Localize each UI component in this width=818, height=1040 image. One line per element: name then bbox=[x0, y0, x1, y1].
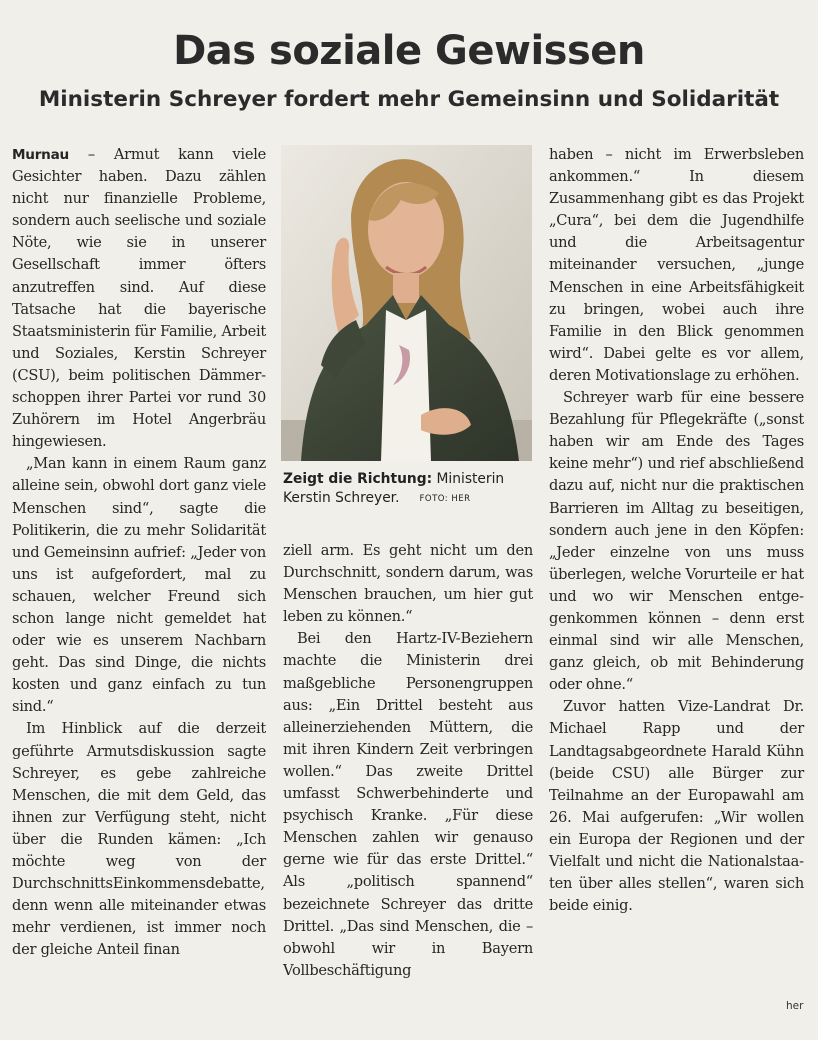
photo-caption bbox=[283, 470, 535, 509]
paragraph-6: Zuvor hatten Vize-Landrat Dr. Michael Rapp und der Landtagsabgeordnete Harald Kühn (beide CSU) alle Bürger zur Teilnahme an der Europawahl am 26. Mai aufgerufen: „Wir wollen ein Europa der Regionen und der Vielfalt und nicht die Nationalstaaten über alles stellen“, waren sich beide einig. bbox=[549, 698, 804, 915]
paragraph-3: Im Hinblick auf die derzeit geführte Armutsdiskussion sagte Schreyer, es gebe zahlreiche Menschen, die mit dem Geld, das ihnen zur Verfügung steht, nicht über die Runden kämen: „Ich möchte weg von der DurchschnittsEinkommensdebatte, denn wenn alle miteinander etwas mehr verdienen, ist immer noch der gleiche Anteil finan bbox=[12, 720, 266, 959]
paragraph-3-continued: ziell arm. Es geht nicht um den Durchschnitt, sondern darum, was Menschen brauchen, um hier gut leben zu können.“ bbox=[283, 542, 533, 626]
headline: Das soziale Gewissen bbox=[173, 28, 645, 74]
paragraph-4-continued: haben – nicht im Erwerbsleben ankommen.“ In diesem Zusammenhang gibt es das Projekt „Cura“, bei dem die Jugendhilfe und die Arbeitsagentur miteinander versuchen, „junge Menschen in eine Arbeitsfähigkeit zu bringen, wobei auch ihre Familie in den Blick genommen wird“. Dabei gelte es vor allem, deren Motivationslage zu erhöhen. bbox=[549, 146, 804, 384]
dateline: Murnau bbox=[12, 147, 69, 163]
paragraph-4: Bei den Hartz-IV-Beziehern machte die Ministerin drei maßgebliche Personengruppen aus: „Ein Drittel besteht aus alleinerziehenden Müttern, die mit ihren Kindern Zeit verbringen wollen.“ Das zweite Drittel umfasst Schwerbehinderte und psychisch Kranke. „Für diese Menschen zahlen wir genauso gerne wie für das erste Drittel.“ Als „politisch spannend“ bezeichnete Schreyer das dritte Drittel. „Das sind Menschen, die – obwohl wir in Bayern Vollbeschäftigung bbox=[283, 630, 533, 979]
author-initials: her bbox=[786, 1000, 804, 1012]
paragraph-1-text: – Armut kann viele Gesichter haben. Dazu zählen nicht nur finanzielle Probleme, sondern auch seelische und soziale Nöte, wie sie in unserer Gesellschaft immer öfters anzutreffen sind. Auf diese Tatsache hat die bayerische Staatsministerin für Familie, Arbeit und Soziales, Kerstin Schreyer (CSU), beim politischen Dämmerschoppen ihrer Partei vor rund 30 Zuhörern im Hotel Angerbräu hingewiesen. bbox=[12, 146, 267, 451]
paragraph-5: Schreyer warb für eine bessere Bezahlung für Pflegekräfte („sonst haben wir am Ende des Tages keine mehr“) und rief abschließend dazu auf, nicht nur die praktischen Barrieren im Alltag zu beseitigen, sondern auch jene in den Köpfen: „Jeder einzelne von uns muss überlegen, welche Vorurteile er hat und wo wir Menschen entgegenkommen können – denn erst einmal sind wir alle Menschen, ganz gleich, ob mit Behinderung oder ohne.“ bbox=[549, 389, 804, 694]
paragraph-2: „Man kann in einem Raum ganz alleine sein, obwohl dort ganz viele Menschen sind“, sagte die Politikerin, die zu mehr Solidarität und Gemeinsinn aufrief: „Jeder von uns ist aufgefordert, mal zu schauen, welcher Freund sich schon lange nicht gemeldet hat oder wie es unserem Nachbarn geht. Das sind Dinge, die nichts kosten und ganz einfach zu tun sind.“ bbox=[12, 455, 266, 716]
portrait-photo-icon bbox=[281, 145, 532, 461]
portrait-photo-svg bbox=[281, 145, 532, 461]
paragraph-1 bbox=[12, 144, 266, 453]
article-column-1 bbox=[12, 144, 266, 961]
subheadline: Ministerin Schreyer fordert mehr Gemeinsinn und Solidarität bbox=[38, 87, 780, 112]
article-column-3 bbox=[549, 144, 804, 917]
caption-lead: Zeigt die Richtung: bbox=[283, 471, 433, 487]
caption-text: Ministerin Kerstin Schreyer. bbox=[283, 471, 505, 506]
article-column-2 bbox=[283, 540, 533, 982]
photo-credit: FOTO: HER bbox=[419, 494, 471, 504]
